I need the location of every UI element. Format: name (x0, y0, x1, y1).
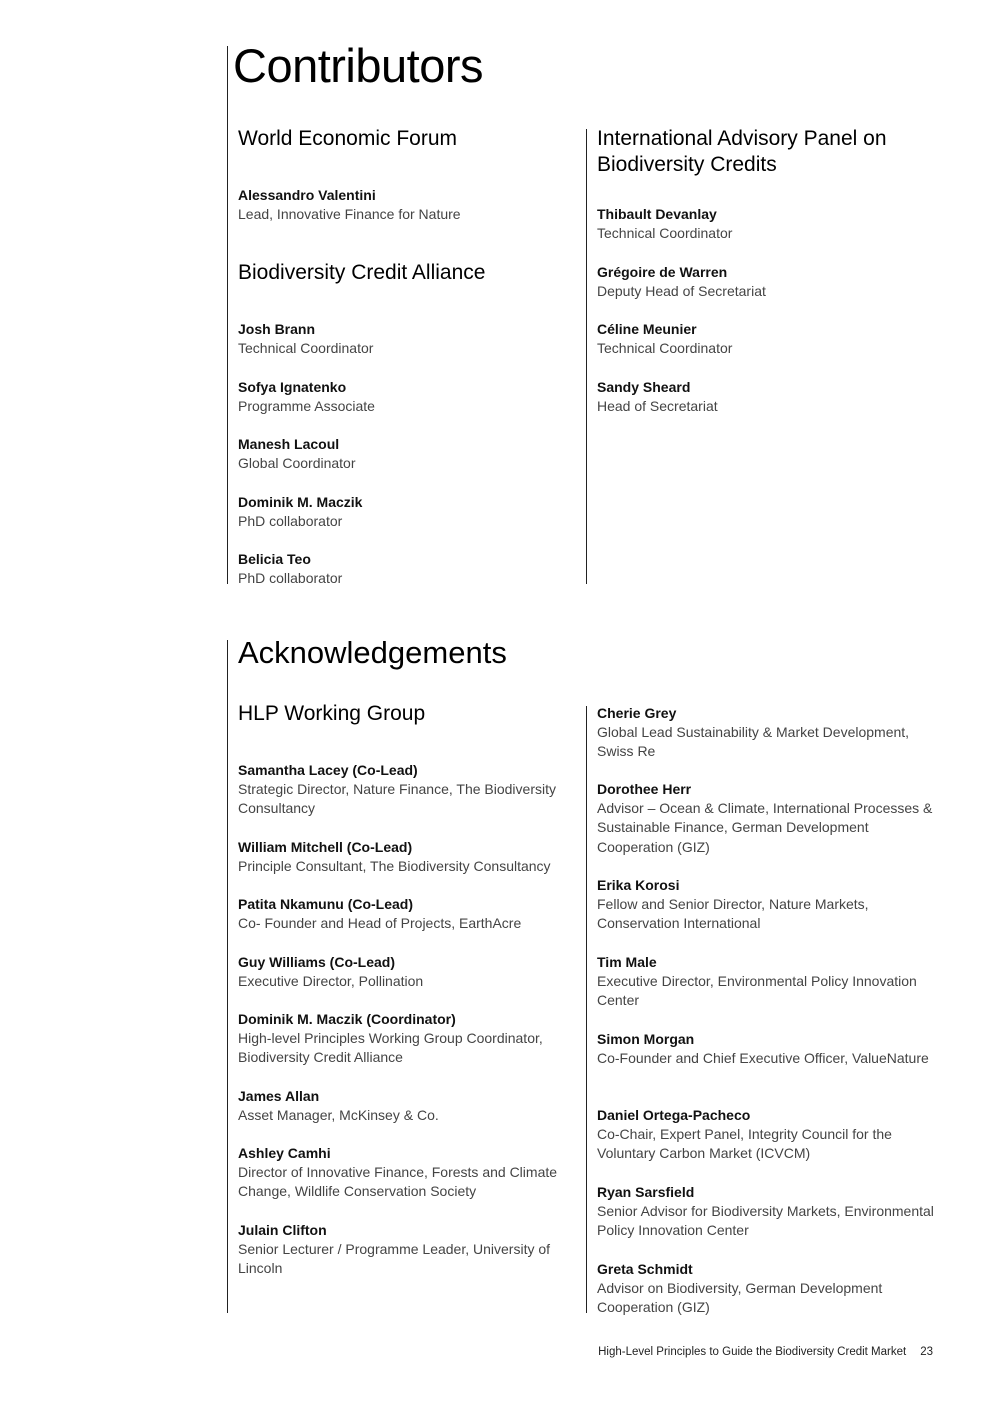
person-role: Technical Coordinator (597, 340, 733, 356)
person-entry (238, 1221, 583, 1279)
person-entry (597, 780, 942, 857)
person-role: Advisor on Biodiversity, German Development Cooperation (GIZ) (597, 1280, 883, 1316)
person-entry (597, 320, 942, 358)
person-role: Advisor – Ocean & Climate, International Processes & Sustainable Finance, German Development Cooperation (GIZ) (597, 800, 933, 855)
person-role: Fellow and Senior Director, Nature Markets, Conservation International (597, 896, 869, 932)
person-entry (597, 953, 942, 1011)
person-name: Erika Korosi (597, 877, 680, 893)
person-role: High-level Principles Working Group Coordinator, Biodiversity Credit Alliance (238, 1030, 543, 1066)
acknowledgements-rule (227, 640, 228, 1313)
person-entry (238, 550, 583, 588)
person-name: Guy Williams (Co-Lead) (238, 954, 396, 970)
person-entry (597, 1106, 942, 1164)
person-name: Sofya Ignatenko (238, 379, 347, 395)
person-role: Asset Manager, McKinsey & Co. (238, 1107, 439, 1123)
person-name: Julain Clifton (238, 1222, 327, 1238)
person-entry (238, 1010, 583, 1068)
contributors-rule (227, 46, 228, 584)
person-name: Greta Schmidt (597, 1261, 693, 1277)
person-role: Co-Chair, Expert Panel, Integrity Council for the Voluntary Carbon Market (ICVCM) (597, 1126, 892, 1162)
person-role: Principle Consultant, The Biodiversity Consultancy (238, 858, 551, 874)
person-name: Grégoire de Warren (597, 264, 728, 280)
person-name: James Allan (238, 1088, 320, 1104)
person-name: William Mitchell (Co-Lead) (238, 839, 413, 855)
person-name: Thibault Devanlay (597, 206, 717, 222)
person-role: Senior Advisor for Biodiversity Markets, Environmental Policy Innovation Center (597, 1203, 934, 1239)
person-role: Lead, Innovative Finance for Nature (238, 206, 461, 222)
person-name: Daniel Ortega-Pacheco (597, 1107, 751, 1123)
person-entry (597, 876, 942, 934)
person-role: Executive Director, Environmental Policy Innovation Center (597, 973, 917, 1009)
page-number: 23 (920, 1346, 933, 1358)
person-name: Alessandro Valentini (238, 187, 376, 203)
contributors-title: Contributors (233, 39, 483, 92)
person-entry (238, 838, 583, 876)
person-role: Technical Coordinator (238, 340, 374, 356)
person-role: Senior Lecturer / Programme Leader, University of Lincoln (238, 1241, 551, 1277)
person-entry (238, 378, 583, 416)
contributors-column-divider (586, 129, 587, 584)
person-role: PhD collaborator (238, 570, 343, 586)
person-entry (238, 320, 583, 358)
person-name: Dorothee Herr (597, 781, 692, 797)
person-entry (597, 704, 942, 762)
footer-document-title: High-Level Principles to Guide the Biodiversity Credit Market (598, 1346, 907, 1358)
person-name: Ashley Camhi (238, 1145, 331, 1161)
person-entry (238, 493, 583, 531)
person-role: Director of Innovative Finance, Forests and Climate Change, Wildlife Conservation Society (238, 1164, 558, 1200)
person-entry (597, 1260, 942, 1318)
section-heading-hlp: HLP Working Group (238, 702, 426, 725)
acknowledgements-title: Acknowledgements (238, 635, 507, 670)
section-heading-bca: Biodiversity Credit Alliance (238, 261, 486, 284)
person-name: Josh Brann (238, 321, 316, 337)
person-role: Strategic Director, Nature Finance, The Biodiversity Consultancy (238, 781, 556, 817)
person-name: Simon Morgan (597, 1031, 695, 1047)
person-name: Dominik M. Maczik (Coordinator) (238, 1011, 456, 1027)
person-entry (238, 435, 583, 473)
person-role: PhD collaborator (238, 513, 343, 529)
person-role: Global Coordinator (238, 455, 356, 471)
person-entry (238, 953, 583, 991)
section-heading-wef: World Economic Forum (238, 127, 458, 150)
person-name: Ryan Sarsfield (597, 1184, 695, 1200)
person-name: Cherie Grey (597, 705, 677, 721)
person-entry (597, 205, 942, 243)
person-role: Co- Founder and Head of Projects, EarthAcre (238, 915, 522, 931)
person-name: Patita Nkamunu (Co-Lead) (238, 896, 414, 912)
person-entry (597, 263, 942, 301)
section-heading-iapbc: International Advisory Panel on Biodiversity Credits (597, 127, 887, 176)
person-role: Technical Coordinator (597, 225, 733, 241)
person-name: Dominik M. Maczik (238, 494, 363, 510)
person-role: Global Lead Sustainability & Market Development, Swiss Re (597, 724, 910, 760)
person-name: Belicia Teo (238, 551, 311, 567)
person-entry (597, 1030, 942, 1068)
person-role: Co-Founder and Chief Executive Officer, ValueNature (597, 1050, 929, 1066)
page-footer (598, 1346, 933, 1358)
person-role: Executive Director, Pollination (238, 973, 424, 989)
person-entry (238, 186, 583, 224)
person-entry (597, 1183, 942, 1241)
person-entry (597, 378, 942, 416)
person-entry (238, 1144, 583, 1202)
person-role: Programme Associate (238, 398, 375, 414)
person-role: Deputy Head of Secretariat (597, 283, 766, 299)
person-name: Manesh Lacoul (238, 436, 340, 452)
person-role: Head of Secretariat (597, 398, 718, 414)
person-entry (238, 1087, 583, 1125)
person-name: Samantha Lacey (Co-Lead) (238, 762, 418, 778)
person-entry (238, 761, 583, 819)
acknowledgements-column-divider (586, 706, 587, 1313)
person-entry (238, 895, 583, 933)
person-name: Céline Meunier (597, 321, 697, 337)
person-name: Sandy Sheard (597, 379, 691, 395)
person-name: Tim Male (597, 954, 657, 970)
